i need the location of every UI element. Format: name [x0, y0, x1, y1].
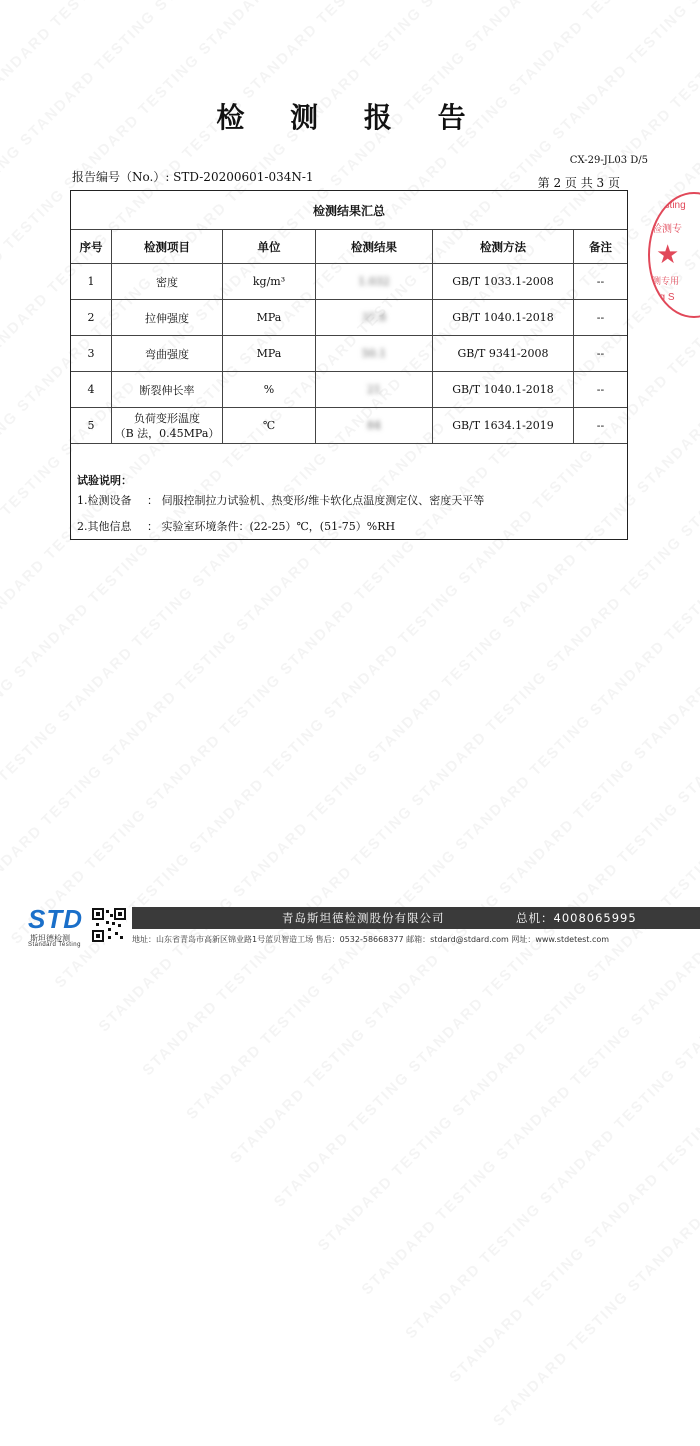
report-number: 报告编号（No.）: STD-20200601-034N-1 [72, 170, 314, 184]
cell-no: 3 [71, 336, 112, 372]
footer-address: 地址：山东省青岛市高新区锦业路1号蓝贝智造工场 售后：0532-58668377 邮箱：stdard@stdard.com 网址：www.stdetest.com [132, 935, 610, 944]
results-frame [70, 190, 628, 540]
company-logo: STD [28, 904, 83, 934]
col-header-result: 检测结果 [316, 230, 433, 264]
cell-remark: -- [574, 300, 628, 336]
summary-title: 检测结果汇总 [71, 191, 627, 230]
seal-text-mid: 检测专 [652, 224, 682, 235]
note-text: ： 伺服控制拉力试验机、热变形/维卡软化点温度测定仪、密度天平等 [147, 494, 485, 507]
cell-remark: -- [574, 336, 628, 372]
note-other [77, 517, 484, 537]
cell-method: GB/T 1033.1-2008 [433, 264, 574, 300]
cell-result: 1.032 [316, 264, 433, 300]
seal-text-bottom1: 测专用 [652, 277, 680, 287]
cell-no: 1 [71, 264, 112, 300]
report-title: 检 测 报 告 [216, 101, 484, 134]
notes-heading: 试验说明： [77, 474, 132, 487]
cell-remark: -- [574, 264, 628, 300]
cell-no: 2 [71, 300, 112, 336]
col-header-remark: 备注 [574, 230, 628, 264]
cell-result: 21 [316, 372, 433, 408]
cell-unit: MPa [223, 336, 316, 372]
note-label: 2.其他信息 [77, 520, 132, 533]
cell-result: 37.8 [316, 300, 433, 336]
col-header-no: 序号 [71, 230, 112, 264]
official-seal-stamp [648, 192, 700, 318]
logo-subtitle-en: Standard Testing [28, 942, 81, 948]
cell-item-line2: （B 法，0.45MPa） [114, 426, 220, 440]
note-text: ： 实验室环境条件：(22-25）℃，(51-75）%RH [147, 520, 396, 533]
cell-item [112, 408, 223, 444]
table-row [71, 264, 627, 300]
cell-method: GB/T 9341-2008 [433, 336, 574, 372]
hotline: 总机：4008065995 [516, 911, 637, 925]
col-header-unit: 单位 [223, 230, 316, 264]
cell-item: 密度 [112, 264, 223, 300]
cell-method: GB/T 1634.1-2019 [433, 408, 574, 444]
cell-item: 拉伸强度 [112, 300, 223, 336]
cell-remark: -- [574, 408, 628, 444]
qr-code-icon [92, 908, 126, 942]
col-header-method: 检测方法 [433, 230, 574, 264]
results-table [71, 191, 627, 444]
cell-item: 弯曲强度 [112, 336, 223, 372]
doc-code: CX-29-JL03 D/5 [569, 155, 648, 166]
cell-unit: % [223, 372, 316, 408]
col-header-item: 检测项目 [112, 230, 223, 264]
table-row [71, 300, 627, 336]
logo-subtitle: 斯坦德检测 [30, 934, 70, 943]
cell-unit: MPa [223, 300, 316, 336]
cell-method: GB/T 1040.1-2018 [433, 372, 574, 408]
cell-method: GB/T 1040.1-2018 [433, 300, 574, 336]
note-equipment [77, 491, 484, 511]
table-row [71, 372, 627, 408]
seal-text-bottom2: ng S [654, 292, 675, 303]
page-number: 第 2 页 共 3 页 [537, 176, 620, 190]
cell-no: 4 [71, 372, 112, 408]
footer-bar [132, 907, 700, 929]
note-label: 1.检测设备 [77, 494, 132, 507]
cell-remark: -- [574, 372, 628, 408]
company-name: 青岛斯坦德检测股份有限公司 [282, 911, 445, 925]
test-notes [77, 471, 484, 537]
cell-unit: kg/m³ [223, 264, 316, 300]
table-row [71, 336, 627, 372]
cell-item-line1: 负荷变形温度 [134, 411, 200, 425]
cell-result: 84 [316, 408, 433, 444]
seal-text-top: Testing [654, 200, 686, 211]
cell-result: 50.1 [316, 336, 433, 372]
cell-item: 断裂伸长率 [112, 372, 223, 408]
star-icon: ★ [656, 240, 680, 270]
cell-no: 5 [71, 408, 112, 444]
table-row [71, 408, 627, 444]
cell-unit: ℃ [223, 408, 316, 444]
